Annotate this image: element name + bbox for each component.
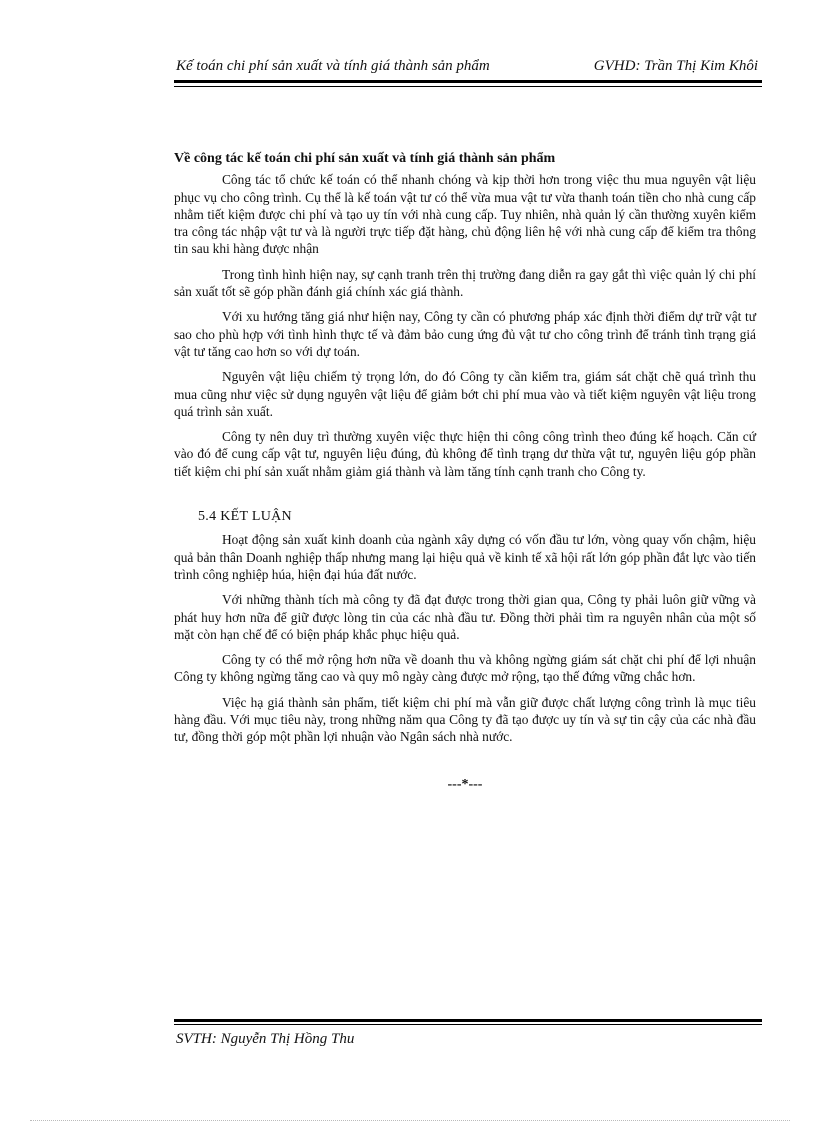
page-bottom-divider (30, 1120, 790, 1121)
paragraph: Nguyên vật liệu chiếm tỷ trọng lớn, do đó Công ty cần kiểm tra, giám sát chặt chẽ quá trình thu mua cũng như việc sử dụng nguyên vật liệu để giảm bớt chi phí mua vào và tiết kiệm nguyên vật liệu trong quá trình sản xuất. (174, 369, 756, 419)
header-advisor: GVHD: Trần Thị Kim Khôi (593, 58, 758, 74)
paragraph: Với những thành tích mà công ty đã đạt được trong thời gian qua, Công ty phải luôn giữ vững và phát huy hơn nữa để giữ được lòng tin của các nhà đầu tư. Đồng thời phải tìm ra nguyên nhân của một số mặt còn hạn chế để có biện pháp khắc phục hiệu quả. (174, 592, 756, 642)
paragraph: Việc hạ giá thành sản phẩm, tiết kiệm chi phí mà vẫn giữ được chất lượng công trình là mục tiêu hàng đầu. Với mục tiêu này, trong những năm qua Công ty đã tạo được uy tín và sự tin cậy của các nhà đầu tư, đồng thời góp một phần lợi nhuận vào Ngân sách nhà nước. (174, 694, 756, 745)
page-footer: SVTH: Nguyễn Thị Hồng Thu (176, 1031, 355, 1047)
paragraph: Công ty có thể mở rộng hơn nữa về doanh thu và không ngừng giám sát chặt chi phí để lợi nhuận Công ty không ngừng tăng cao và quy mô ngày càng được mở rộng, tạo thế đứng vững chắc hơn. (174, 652, 756, 685)
header-rule-thick (174, 80, 762, 83)
footer-rule-thin (174, 1024, 762, 1025)
header-rule-thin (174, 86, 762, 87)
end-mark: ---*--- (447, 776, 483, 792)
paragraph: Trong tình hình hiện nay, sự cạnh tranh trên thị trường đang diễn ra gay gắt thì việc quản lý chi phí sản xuất tốt sẽ góp phần đánh giá chính xác giá thành. (174, 266, 756, 300)
paragraph: Công tác tổ chức kế toán có thể nhanh chóng và kịp thời hơn trong việc thu mua nguyên vật liệu phục vụ cho công trình. Cụ thể là kế toán vật tư có thể vừa mua vật tư vừa thanh toán tiền cho nhà cung cấp nhằm tiết kiệm được chi phí và tạo uy tín với nhà cung cấp. Tuy nhiên, nhà quản lý cần thường xuyên kiểm tra công tác nhập vật tư và là người trực tiếp đặt hàng, chủ động liên hệ với nhà cung cấp để kiểm tra thông tin sau khi hàng được nhận (174, 172, 756, 257)
paragraph: Với xu hướng tăng giá như hiện nay, Công ty cần có phương pháp xác định thời điểm dự trữ vật tư sao cho phù hợp với tình hình thực tế và đảm bảo cung ứng đủ vật tư cho công trình để tránh tình trạng giá vật tư tăng cao hơn so với dự toán. (174, 309, 756, 359)
header-title: Kế toán chi phí sản xuất và tính giá thành sản phẩm (176, 58, 490, 74)
page-header (174, 56, 762, 78)
section-heading: 5.4 KẾT LUẬN (198, 509, 292, 525)
paragraph: Công ty nên duy trì thường xuyên việc thực hiện thi công công trình theo đúng kế hoạch. Căn cứ vào đó để cung cấp vật tư, nguyên liệu đúng, đủ không để tình trạng dư thừa vật tư, nguyên liệu góp phần tiết kiệm chi phí sản xuất nhằm giảm giá thành và làm tăng tính cạnh tranh cho Công ty. (174, 429, 756, 479)
section-title: Về công tác kế toán chi phí sản xuất và tính giá thành sản phẩm (174, 151, 556, 166)
page-body (174, 150, 756, 793)
paragraph: Hoạt động sản xuất kinh doanh của ngành xây dựng có vốn đầu tư lớn, vòng quay vốn chậm, hiệu quả bản thân Doanh nghiệp thấp nhưng mang lại hiệu quả về kinh tế xã hội rất lớn góp phần đắt lực vào tiến trình công nghiệp húa, hiện đại húa đất nước. (174, 532, 756, 582)
footer-rule-thick (174, 1019, 762, 1022)
